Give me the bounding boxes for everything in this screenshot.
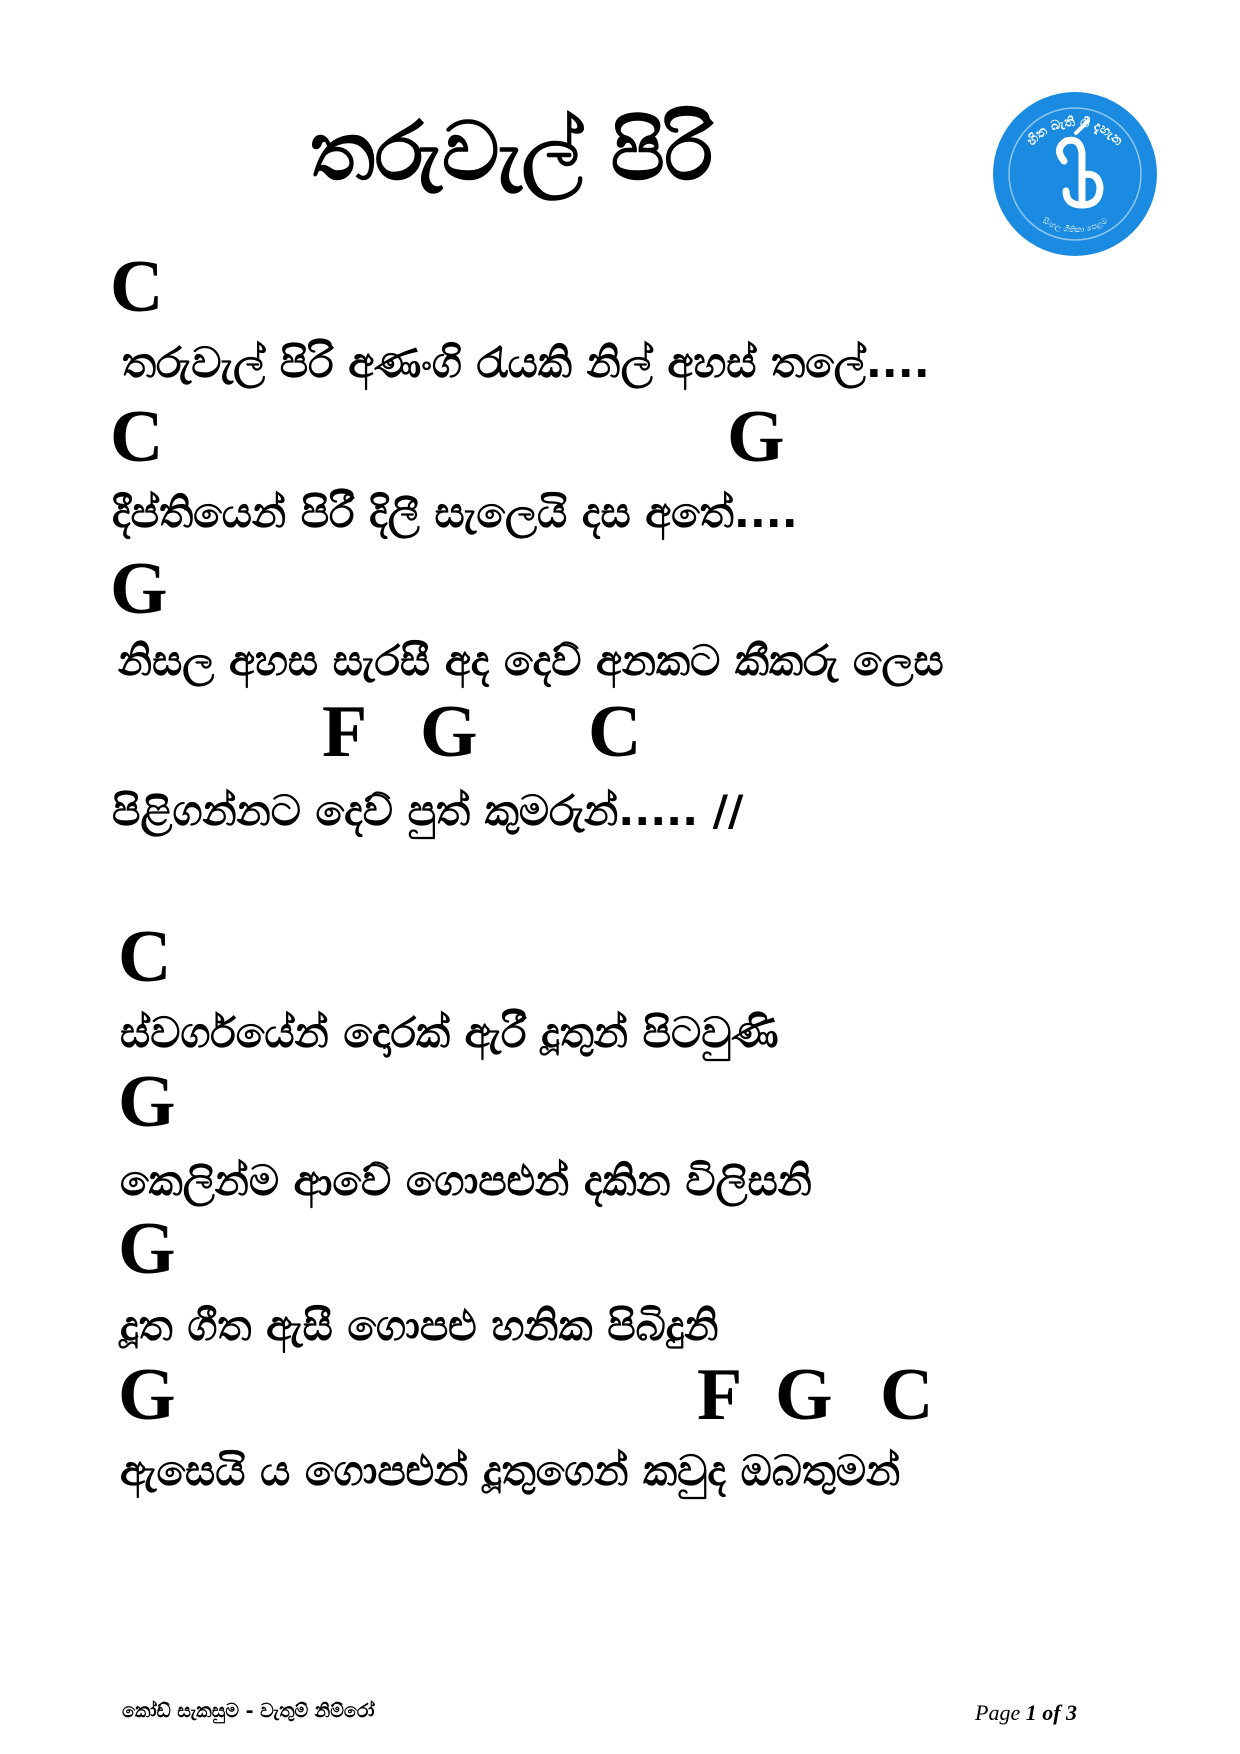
lyric-line: නිසල අහස සැරසී අද දෙව් අනකට කීකරු ලෙස [118,636,944,685]
lyric-line: ඇසෙයි ය ගොපළුන් දූතුගෙන් කවුද ඔබතුමන් [120,1446,901,1495]
chord: G [118,1208,176,1290]
chord: C [110,246,164,328]
chord: C [588,691,642,773]
lyric-line: කෙලින්ම ආවේ ගොපළුන් දකින විලිසනි [120,1156,812,1205]
chord: C [118,916,172,998]
lyric-line: තරුවැල් පිරි අණංගි රැයකි නිල් අහස් තලේ.... [122,338,930,387]
lyric-line: දූත ගීත ඇසී ගොපළු හනික පිබිදුනි [120,1301,719,1350]
logo-text-top: හිත බැති ගී දැහැන [1024,114,1126,149]
lyric-line: දීප්තියෙන් පිරී දිලී සැලෙයි දස අතේ.... [112,488,798,537]
logo-icon [992,91,1158,257]
page-of: of [1042,1700,1061,1725]
page-current: 1 [1025,1700,1037,1725]
chord: G [118,1061,176,1143]
lyric-line: ස්වර්ගයේන් දොරක් ඇරී දූතුන් පිටවුණි [120,1008,779,1057]
logo-text-bottom: සිංහල ගීතිකා පෙළම [1041,216,1109,235]
page-label: Page [975,1700,1021,1725]
chord: G [727,396,785,478]
chord: C [110,396,164,478]
page-total: 3 [1066,1700,1078,1725]
chord: F [697,1354,743,1436]
chord: C [880,1354,934,1436]
page-number [975,1700,1077,1726]
chord: F [322,691,368,773]
chord: G [110,548,168,630]
chord: G [775,1354,833,1436]
song-title: තරුවැල් පිරි [310,105,714,198]
chord: G [118,1354,176,1436]
chord: G [420,691,478,773]
footer-credit: කෝඩ් සැකසුම - වැතුම් නිම්රෝ [122,1700,375,1722]
lyric-line: පිළිගන්නට දෙව් පුත් කුමරුන්..... // [112,786,744,835]
